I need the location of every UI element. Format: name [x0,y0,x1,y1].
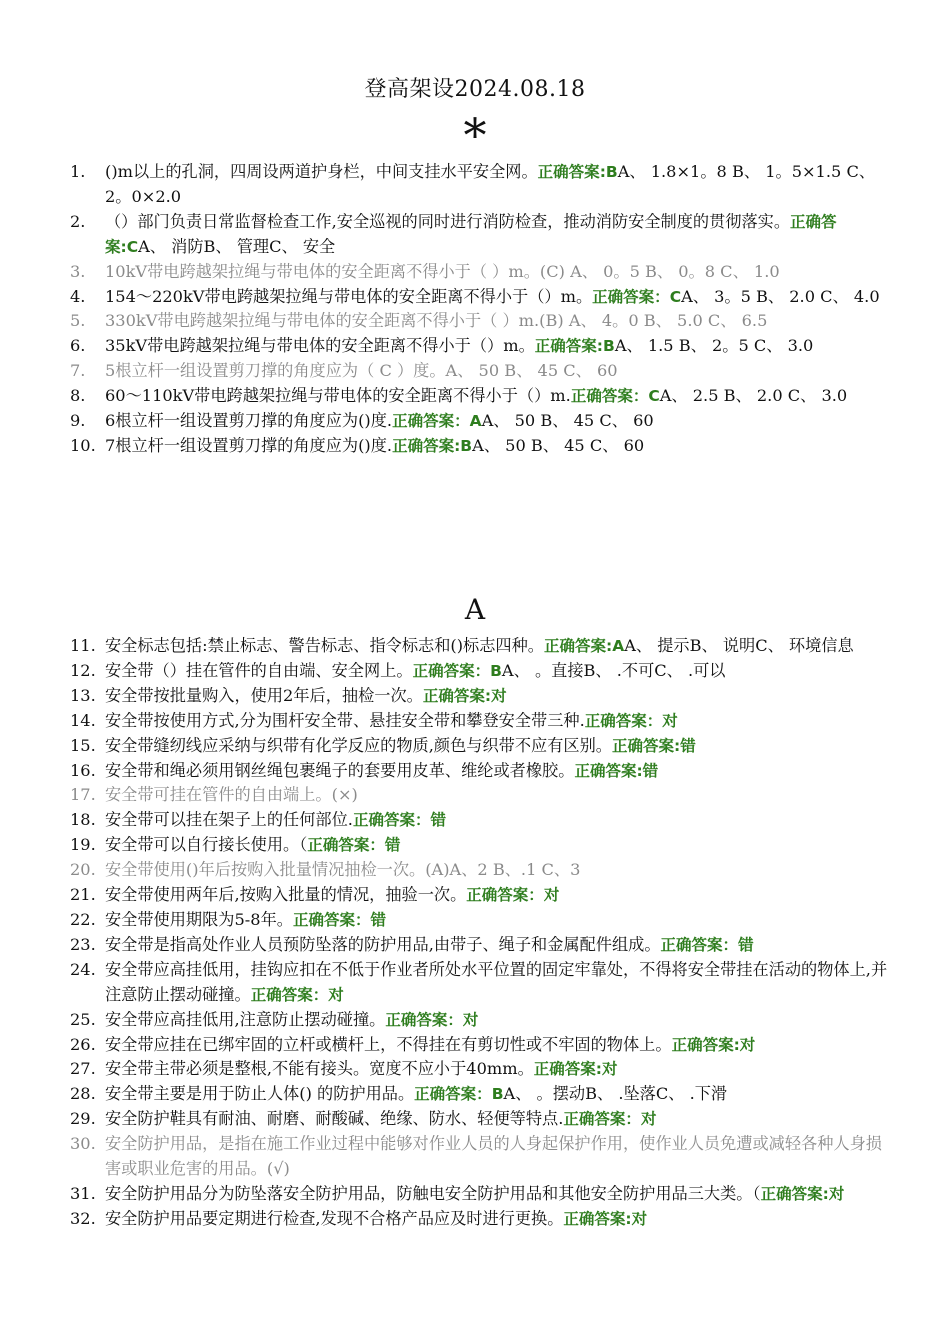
answer-options: A、 。直接B、 .不可C、 .可以 [501,660,726,680]
question-number: 26. [70,1034,96,1054]
answer-options: A、 1.5 B、 2。5 C、 3.0 [614,336,814,356]
question-text: 安全带可以挂在架子上的任何部位. [105,810,353,830]
answer-options: A、 2.5 B、 2.0 C、 3.0 [659,386,848,406]
question-item [70,1033,896,1058]
answer-value: B [605,163,618,181]
question-text: 5根立杆一组设置剪刀撑的角度应为（ C ）度。A、 50 B、 45 C、 60 [105,361,618,381]
answer-value: 对 [462,1010,479,1029]
answer-label: 正确答案 [250,985,313,1004]
question-text: 安全带按使用方式,分为围杆安全带、悬挂安全带和攀登安全带三种. [105,710,585,730]
question-number: 1. [70,162,86,181]
question-number: 14. [70,710,96,730]
question-item [70,285,896,310]
question-text: 安全标志包括:禁止标志、警告标志、指令标志和()标志四种。 [105,636,544,655]
answer-value: 对 [328,985,344,1004]
question-number: 24. [70,959,96,979]
question-text: 60～110kV带电跨越架拉绳与带电体的安全距离不得小于（）m. [105,386,571,406]
answer-options: A、 3。5 B、 2.0 C、 4.0 [681,286,880,306]
question-number: 25. [70,1009,96,1029]
question-number: 30. [70,1134,96,1154]
question-number: 9. [70,411,86,431]
answer-value: 对 [640,1110,657,1129]
answer-value: 错 [370,910,386,929]
answer-separator: : [625,1209,632,1228]
answer-value: B [491,1085,504,1104]
answer-options: A、 。摆动B、 .坠落C、 .下滑 [503,1084,728,1104]
answer-separator: : [733,1035,740,1054]
answer-label: 正确答案 [543,637,606,655]
question-number: 7. [70,361,86,381]
answer-separator: : [599,163,606,181]
question-text: 154～220kV带电跨越架拉绳与带电体的安全距离不得小于（）m。 [105,286,593,306]
question-number: 27. [70,1059,96,1079]
question-text: 330kV带电跨越架拉绳与带电体的安全距离不得小于（ ）m.(B) A、 4。0 B、 5.0 C、 6.5 [105,311,768,331]
answer-label: 正确答案 [611,736,674,755]
question-item [70,883,896,908]
question-item [70,759,896,784]
answer-value: 对 [543,886,560,905]
answer-label: 正确答案 [570,387,633,406]
answer-separator: ： [646,711,663,730]
answer-separator: ： [447,1010,463,1029]
answer-label: 正确答案 [534,337,597,356]
answer-separator: ： [722,935,739,954]
answer-options: A、 消防B、 管理C、 安全 [138,236,336,256]
answer-value: 对 [828,1184,845,1203]
answer-label: 正确答案 [537,163,600,181]
answer-separator: : [454,436,461,455]
answer-separator: : [673,736,681,755]
question-text: 6根立杆一组设置剪刀撑的角度应为()度. [105,411,393,431]
answer-label: 正确答案 [422,686,485,705]
answer-label: 正确答案 [592,287,655,306]
answer-label: 正确答案 [671,1035,734,1054]
question-item [70,783,896,808]
question-item [70,1132,896,1182]
answer-separator: ： [474,661,491,680]
answer-value: B [460,436,473,455]
answer-value: 对 [739,1035,756,1054]
question-number: 11. [70,636,96,655]
question-number: 29. [70,1109,96,1129]
question-item [70,309,896,334]
question-number: 22. [70,909,96,929]
answer-value: C [126,237,139,256]
answer-label: 正确答案 [760,1184,823,1203]
answer-separator: : [636,761,643,780]
answer-value: B [602,337,615,356]
question-item [70,384,896,409]
question-number: 3. [70,261,86,281]
question-item [70,808,896,833]
answer-label: 正确答案 [584,711,647,730]
answer-separator: ： [476,1085,492,1104]
answer-separator: : [484,686,492,705]
question-item [70,958,896,1008]
question-text: 安全带应高挂低用,注意防止摆动碰撞。 [105,1009,386,1029]
question-number: 17. [70,785,96,805]
answer-value: 错 [384,836,401,855]
answer-label: 正确答案 [105,212,837,256]
question-list-group-2 [70,634,896,1232]
question-item [70,1182,896,1207]
question-number: 32. [70,1208,96,1228]
answer-value: A [469,412,482,431]
question-item [70,634,896,659]
question-text: 10kV带电跨越架拉绳与带电体的安全距离不得小于（ ）m。(C) A、 0。5 B、 0。8 C、 1.0 [105,261,780,281]
question-number: 28. [70,1084,96,1104]
answer-options: A、 提示B、 说明C、 环境信息 [624,636,854,655]
answer-value: 对 [491,686,507,705]
question-item [70,908,896,933]
question-item [70,709,896,734]
answer-label: 正确答案 [385,1010,448,1029]
answer-separator: ： [528,886,544,905]
question-text: 安全带可挂在管件的自由端上。(×) [105,785,358,805]
answer-value: 错 [642,761,659,780]
answer-separator: ： [369,836,385,855]
section-a-heading: A [464,593,486,626]
answer-separator: : [120,237,127,256]
question-item [70,1082,896,1107]
answer-value: 对 [631,1209,648,1228]
answer-label: 正确答案 [574,761,637,780]
answer-value: C [648,387,660,406]
question-item [70,260,896,285]
question-item [70,434,896,459]
question-number: 2. [70,211,86,231]
question-text: 安全防护用品要定期进行检查,发现不合格产品应及时进行更换。 [105,1208,564,1228]
question-number: 18. [70,810,96,830]
answer-options: A、 50 B、 45 C、 60 [481,411,654,431]
answer-separator: ： [654,287,670,306]
question-item [70,933,896,958]
question-text: 安全带使用两年后,按购入批量的情况，抽验一次。 [105,885,467,905]
document-title: 登高架设2024.08.18 [364,77,586,102]
answer-separator: ： [632,387,649,406]
question-item [70,1057,896,1082]
question-number: 19. [70,835,96,855]
question-number: 16. [70,760,96,780]
answer-label: 正确答案 [660,935,723,954]
question-item [70,210,896,260]
question-item [70,734,896,759]
question-text: 安全带按批量购入，使用2年后，抽检一次。 [105,685,423,705]
answer-label: 正确答案 [352,811,415,830]
question-item [70,334,896,359]
answer-value: 错 [680,736,696,755]
question-item [70,659,896,684]
answer-separator: ： [312,985,329,1004]
answer-separator: : [596,337,603,356]
answer-label: 正确答案 [533,1060,596,1079]
question-number: 23. [70,934,96,954]
answer-value: 错 [430,811,447,830]
answer-separator: ： [454,412,470,431]
question-text: 安全带主带必须是整根,不能有接头。宽度不应小于40mm。 [105,1059,534,1079]
answer-label: 正确答案 [466,886,529,905]
question-text: 安全防护用品分为防坠落安全防护用品，防触电安全防护用品和其他安全防护用品三大类。（ [105,1183,761,1203]
question-text: 安全带缝纫线应采纳与织带有化学反应的物质,颜色与织带不应有区别。 [105,735,612,755]
answer-label: 正确答案 [563,1209,626,1228]
question-text: 安全带是指高处作业人员预防坠落的防护用品,由带子、绳子和金属配件组成。 [105,934,661,954]
answer-separator: : [822,1184,829,1203]
answer-value: 对 [601,1060,618,1079]
answer-separator: ： [414,811,431,830]
question-item [70,684,896,709]
question-text: 安全防护鞋具有耐油、耐磨、耐酸碱、绝缘、防水、轻便等特点. [105,1109,564,1129]
question-text: 安全带主要是用于防止人体() 的防护用品。 [105,1084,415,1104]
question-number: 5. [70,311,86,331]
answer-value: C [669,287,682,306]
answer-label: 正确答案 [392,412,455,431]
answer-label: 正确答案 [307,836,370,855]
answer-options: A、 1.8×1。8 B、 1。5×1.5 C、 2。0×2.0 [105,162,876,206]
question-item [70,1107,896,1132]
question-number: 15. [70,735,96,755]
question-text: ()m以上的孔洞，四周设两道护身栏，中间支挂水平安全网。 [105,162,538,181]
answer-separator: : [595,1060,602,1079]
question-number: 12. [70,660,96,680]
answer-value: B [490,661,502,680]
question-text: 安全带使用()年后按购入批量情况抽检一次。(A)A、2 B、.1 C、3 [105,860,581,880]
question-text: 安全带使用期限为5-8年。 [105,909,293,929]
question-number: 21. [70,885,96,905]
answer-label: 正确答案 [292,910,355,929]
answer-label: 正确答案 [412,661,475,680]
question-item [70,833,896,858]
answer-separator: ： [625,1110,641,1129]
answer-label: 正确答案 [392,436,455,455]
question-text: 安全带和绳必须用钢丝绳包裹绳子的套要用皮革、维纶或者橡胶。 [105,760,575,780]
section-star-heading: * [463,108,487,162]
question-list-group-1 [70,160,896,459]
answer-options: A、 50 B、 45 C、 60 [472,435,645,455]
question-text: 安全带可以自行接长使用。（ [105,835,308,855]
question-number: 31. [70,1183,96,1203]
answer-value: 错 [738,935,754,954]
question-item [70,160,896,210]
question-number: 13. [70,685,96,705]
answer-separator: : [605,637,613,655]
answer-value: 对 [662,711,678,730]
question-number: 8. [70,386,86,406]
question-item [70,1008,896,1033]
answer-label: 正确答案 [414,1085,477,1104]
question-text: 7根立杆一组设置剪刀撑的角度应为()度. [105,435,393,455]
question-text: 35kV带电跨越架拉绳与带电体的安全距离不得小于（）m。 [105,336,535,356]
answer-label: 正确答案 [563,1110,626,1129]
question-item [70,858,896,883]
question-text: 安全防护用品，是指在施工作业过程中能够对作业人员的人身起保护作用，使作业人员免遭或减轻各种人身损害或职业危害的用品。(√) [105,1134,882,1179]
question-text: 安全带应高挂低用，挂钩应扣在不低于作业者所处水平位置的固定牢靠处，不得将安全带挂在活动的物体上,并注意防止摆动碰撞。 [105,959,888,1004]
answer-value: A [612,637,625,655]
question-number: 6. [70,336,86,356]
question-text: 安全带应挂在已绑牢固的立杆或横杆上，不得挂在有剪切性或不牢固的物体上。 [105,1034,672,1054]
question-item [70,409,896,434]
question-number: 4. [70,286,86,306]
question-text: 安全带（）挂在管件的自由端、安全网上。 [105,660,413,680]
question-number: 20. [70,860,96,880]
question-item [70,359,896,384]
question-item [70,1207,896,1232]
question-text: （）部门负责日常监督检查工作,安全巡视的同时进行消防检查，推动消防安全制度的贯彻落实。 [105,211,791,231]
answer-separator: ： [354,910,371,929]
question-number: 10. [70,435,96,455]
